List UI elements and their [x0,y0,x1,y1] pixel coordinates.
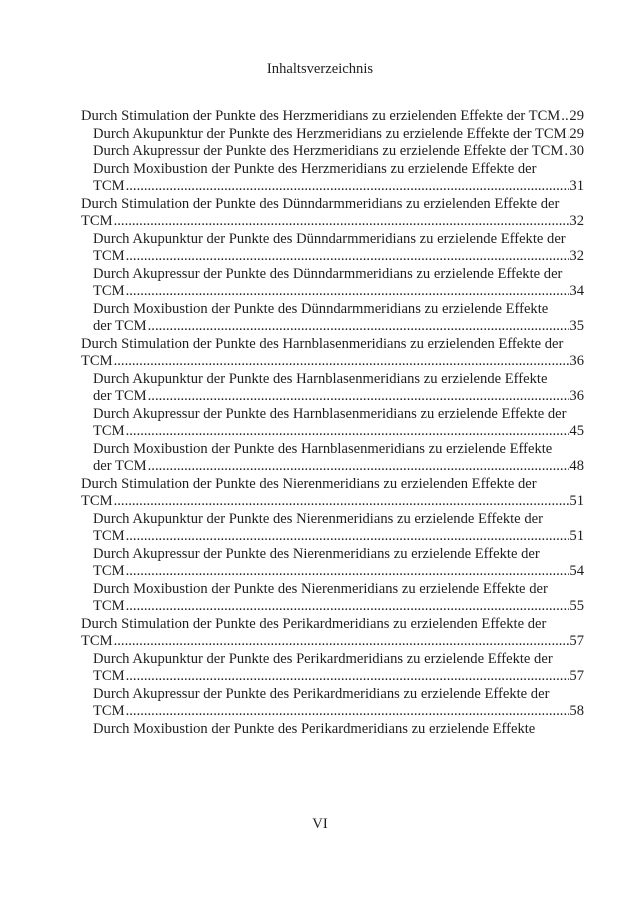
toc-entry[interactable] [81,336,584,371]
toc-entry[interactable] [81,406,584,441]
toc-list [81,108,584,738]
toc-entry-page-number: 51 [569,528,584,544]
toc-entry-title: Durch Akupunktur der Punkte des Herzmeridians zu erzielende Effekte der TCM ..... [93,126,569,144]
toc-entry[interactable] [81,196,584,231]
toc-entry[interactable] [81,476,584,511]
toc-entry-page-number: 57 [569,668,584,684]
toc-entry-title: Durch Akupressur der Punkte des Dünndarmmeridians zu erzielende Effekte der TCM ..... [93,266,569,301]
toc-entry[interactable] [81,616,584,651]
toc-entry-title: Durch Stimulation der Punkte des Nierenmeridians zu erzielenden Effekte der TCM ..... [81,476,569,511]
toc-entry[interactable] [81,651,584,686]
toc-entry-page-number: 32 [569,248,584,264]
toc-entry-title: Durch Moxibustion der Punkte des Harnblasenmeridians zu erzielende Effekte der TCM ..... [93,441,569,476]
toc-entry-page-number: 48 [569,458,584,474]
toc-entry-page-number: 30 [569,143,584,159]
toc-entry[interactable] [81,511,584,546]
toc-entry[interactable] [81,126,584,144]
toc-entry[interactable] [81,143,584,161]
toc-entry[interactable] [81,108,584,126]
toc-entry-title: Durch Akupunktur der Punkte des Harnblasenmeridians zu erzielende Effekte der TCM ..... [93,371,569,406]
toc-entry-page-number: 29 [569,108,584,124]
toc-entry[interactable] [81,546,584,581]
toc-entry[interactable] [81,231,584,266]
toc-entry[interactable] [81,581,584,616]
toc-entry-page-number: 31 [569,178,584,194]
toc-entry-page-number: 45 [569,423,584,439]
toc-entry[interactable] [81,441,584,476]
toc-entry-page-number: 57 [569,633,584,649]
toc-entry-title: Durch Moxibustion der Punkte des Dünndarmmeridians zu erzielende Effekte der TCM ..... [93,301,569,336]
toc-entry-page-number: 58 [569,703,584,719]
toc-entry[interactable] [81,371,584,406]
toc-entry-title: Durch Stimulation der Punkte des Herzmeridians zu erzielenden Effekte der TCM ..... [81,108,569,126]
toc-entry-title: Durch Akupressur der Punkte des Nierenmeridians zu erzielende Effekte der TCM ..... [93,546,569,581]
toc-entry-page-number: 35 [569,318,584,334]
page-title: Inhaltsverzeichnis [266,61,374,77]
toc-entry[interactable] [81,161,584,196]
toc-entry[interactable] [81,266,584,301]
toc-entry[interactable] [81,721,584,739]
toc-entry-title: Durch Akupressur der Punkte des Harnblasenmeridians zu erzielende Effekte der TCM ..... [93,406,569,441]
toc-entry-page-number: 55 [569,598,584,614]
toc-entry-title: Durch Akupunktur der Punkte des Nierenmeridians zu erzielende Effekte der TCM ..... [93,511,569,546]
toc-entry-title: Durch Stimulation der Punkte des Perikardmeridians zu erzielenden Effekte der TCM ..... [81,616,569,651]
page-footer-number: VI [312,816,328,832]
toc-entry-page-number: 32 [569,213,584,229]
toc-entry-title: Durch Moxibustion der Punkte des Nierenmeridians zu erzielende Effekte der TCM ..... [93,581,569,616]
toc-entry-page-number: 34 [569,283,584,299]
toc-entry[interactable] [81,301,584,336]
toc-entry-page-number: 36 [569,353,584,369]
toc-entry-title: Durch Moxibustion der Punkte des Herzmeridians zu erzielende Effekte der TCM ..... [93,161,569,196]
toc-entry-page-number: 29 [569,125,584,142]
toc-entry-title: Durch Stimulation der Punkte des Harnblasenmeridians zu erzielenden Effekte der TCM ..... [81,336,569,371]
toc-entry-title: Durch Akupunktur der Punkte des Perikardmeridians zu erzielende Effekte der TCM ..... [93,651,569,686]
toc-entry[interactable] [81,686,584,721]
toc-entry-title: Durch Akupressur der Punkte des Perikardmeridians zu erzielende Effekte der TCM ..... [93,686,569,721]
toc-entry-title: Durch Akupunktur der Punkte des Dünndarmmeridians zu erzielende Effekte der TCM ..... [93,231,569,266]
toc-entry-page-number: 54 [569,563,584,579]
toc-entry-page-number: 36 [569,388,584,404]
toc-entry-page-number: 51 [569,493,584,509]
toc-entry-title: Durch Stimulation der Punkte des Dünndarmmeridians zu erzielenden Effekte der TCM ..... [81,196,569,231]
toc-entry-title: Durch Moxibustion der Punkte des Perikardmeridians zu erzielende Effekte [93,720,536,737]
toc-entry-title: Durch Akupressur der Punkte des Herzmeridians zu erzielende Effekte der TCM ..... [93,143,569,161]
